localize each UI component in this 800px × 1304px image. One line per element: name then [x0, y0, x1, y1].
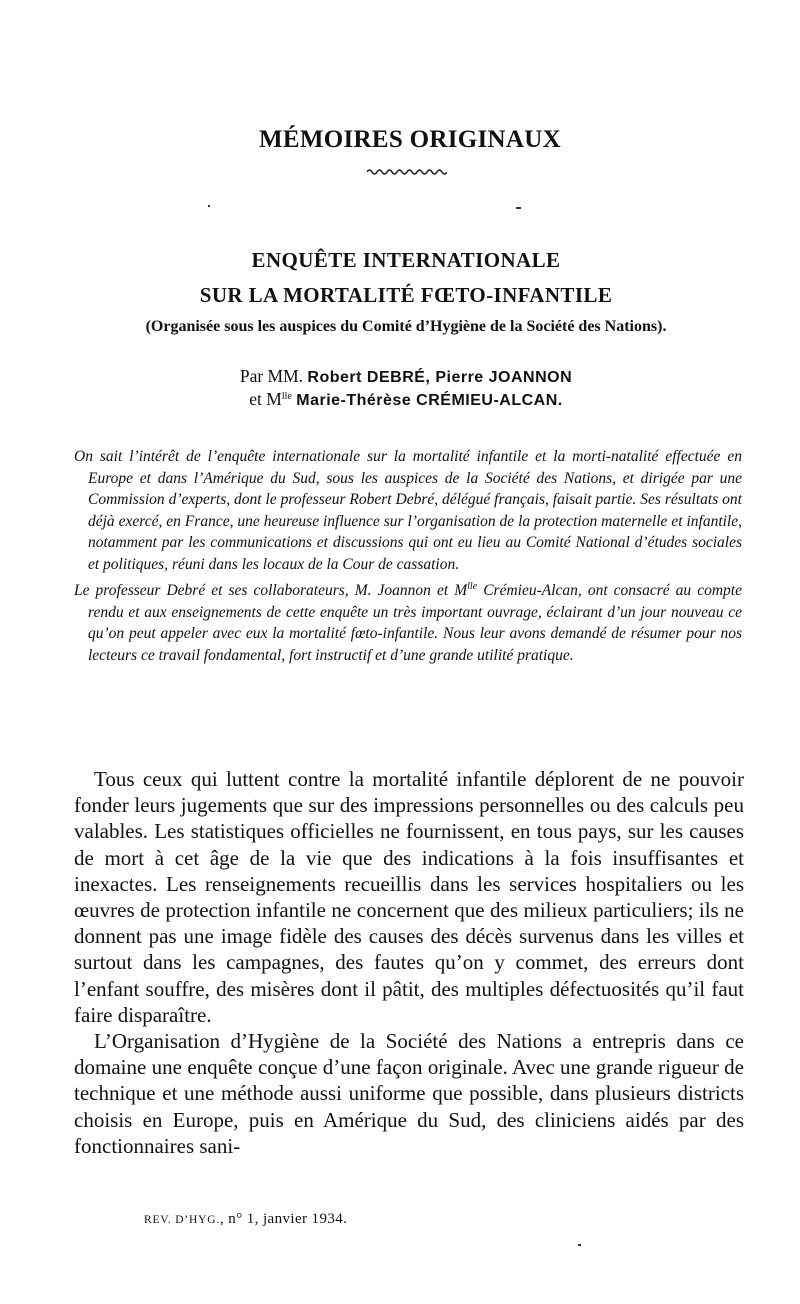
authors-prefix: et M [249, 389, 282, 409]
section-heading: MÉMOIRES ORIGINAUX [259, 126, 561, 153]
issue-info: , n° 1, janvier 1934. [220, 1211, 348, 1227]
article-title-line-2: SUR LA MORTALITÉ FŒTO-INFANTILE [199, 283, 613, 307]
title-superscript: lle [281, 391, 292, 402]
stray-mark [578, 1244, 581, 1246]
body-paragraph: L’Organisation d’Hygiène de la Société des Nations a entrepris dans ce domaine une enquête conçue d’une façon originale. Avec une grande rigueur de technique et une méthode aussi uniforme que possible, dans plusieurs districts choisis en Europe, puis en Amérique du Sud, des cliniciens aidés par des fonctionnaires sani- [74, 1029, 744, 1158]
author-names: Marie-Thérèse CRÉMIEU-ALCAN. [296, 392, 563, 409]
article-title-line-1: ENQUÊTE INTERNATIONALE [251, 248, 561, 272]
article-subtitle: (Organisée sous les auspices du Comité d’Hygiène de la Société des Nations). [145, 318, 667, 335]
stray-mark [516, 207, 521, 209]
authors-prefix: Par MM. [239, 366, 304, 386]
wavy-ornament [367, 166, 447, 176]
author-names: Robert DEBRÉ, Pierre JOANNON [307, 369, 573, 386]
abstract-paragraph: On sait l’intérêt de l’enquête internationale sur la mortalité infantile et la morti-natalité effectuée en Europe et dans l’Amérique du Sud, sous les auspices de la Société des Nations, et dirigée par une Commission d’experts, dont le professeur Robert Debré, délégué français, faisait partie. Ses résultats ont déjà exercé, en France, une heureuse influence sur l’organisation de la protection maternelle et infantile, notamment par les communications et discussions qui ont eu lieu au Comité National d’études sociales et politiques, réuni dans les locaux de la Cour de cassation. [74, 448, 742, 573]
abstract-text: Le professeur Debré et ses collaborateurs, M. Joannon et M [74, 582, 468, 599]
abstract-text: Crémieu-Alcan, ont consacré au compte rendu et aux enseignements de cette enquête un très important ouvrage, éclairant d’un jour nouveau ce qu’on peut appeler avec eux la mortalité fœto-infantile. Nous leur avons demandé de résumer pour nos lecteurs ce travail fondamental, fort instructif et d’une grande utilité pratique. [88, 582, 742, 664]
editorial-abstract [74, 446, 742, 666]
title-superscript: lle [467, 581, 478, 592]
authors-line-2 [0, 389, 800, 410]
body-paragraph: Tous ceux qui luttent contre la mortalité infantile déplorent de ne pouvoir fonder leurs jugements que sur des impressions personnelles ou des calculs peu valables. Les statistiques officielles ne fournissent, en tous pays, sur les causes de mort à cet âge de la vie que des indications à la fois insuffisantes et inexactes. Les renseignements recueillis dans les services hospitaliers ou les œuvres de protection infantile ne concernent que des milieux particuliers; ils ne donnent pas une image fidèle des causes des décès survenus dans les villes et surtout dans les campagnes, des fautes qu’on y commet, des erreurs dont l’enfant souffre, des misères dont il pâtit, des multiples défectuosités qu’il faut faire disparaître. [74, 767, 744, 1027]
article-body [74, 766, 744, 1159]
page-footer [144, 1211, 347, 1228]
abstract-paragraph [74, 576, 742, 666]
journal-abbreviation: REV. D’HYG. [144, 1214, 220, 1226]
authors-line-1 [0, 366, 800, 387]
stray-mark [208, 205, 210, 207]
